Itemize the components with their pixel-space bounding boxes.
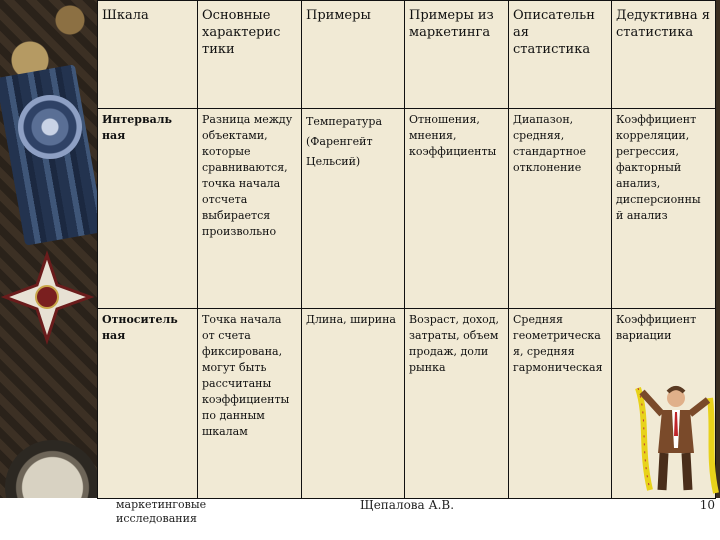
- order-cross-image: [0, 250, 95, 345]
- cell-examples: Температура (Фаренгейт Цельсий): [302, 109, 405, 309]
- header-characteristics: Основные характерис тики: [198, 1, 302, 109]
- cell-examples: Длина, ширина: [302, 309, 405, 499]
- header-descriptive-statistics: Описательн ая статистика: [509, 1, 612, 109]
- decorative-background-panel: [0, 0, 98, 540]
- medal-rosette-image: [18, 95, 82, 159]
- footer-author: Щепалова А.В.: [360, 498, 455, 512]
- header-examples: Примеры: [302, 1, 405, 109]
- cell-descriptive: Средняя геометрическа я, средняя гармоническая: [509, 309, 612, 499]
- footer-page-number: 10: [699, 498, 715, 512]
- cell-deductive: Коэффициент вариации: [612, 309, 716, 499]
- cell-marketing: Отношения, мнения, коэффициенты: [405, 109, 509, 309]
- businessman-with-measuring-tape-illustration: [628, 378, 720, 496]
- table-row-interval: [98, 109, 716, 309]
- cell-marketing: Возраст, доход, затраты, объем продаж, доли рынка: [405, 309, 509, 499]
- measurement-scales-table: [97, 0, 716, 499]
- cell-descriptive: Диапазон, средняя, стандартное отклонение: [509, 109, 612, 309]
- header-scale: Шкала: [98, 1, 198, 109]
- table-header-row: [98, 1, 716, 109]
- table-row-ratio: [98, 309, 716, 499]
- cell-scale: Относитель ная: [98, 309, 198, 499]
- cell-deductive: Коэффициент корреляции, регрессия, факторный анализ, дисперсионны й анализ: [612, 109, 716, 309]
- cell-scale: Интерваль ная: [98, 109, 198, 309]
- header-marketing-examples: Примеры из маркетинга: [405, 1, 509, 109]
- footer-course-title: маркетинговые исследования: [116, 498, 207, 525]
- cell-characteristics: Разница между объектами, которые сравниваются, точка начала отсчета выбирается произвольно: [198, 109, 302, 309]
- header-deductive-statistics: Дедуктивна я статистика: [612, 1, 716, 109]
- cell-characteristics: Точка начала от счета фиксирована, могут быть рассчитаны коэффициенты по данным шкалам: [198, 309, 302, 499]
